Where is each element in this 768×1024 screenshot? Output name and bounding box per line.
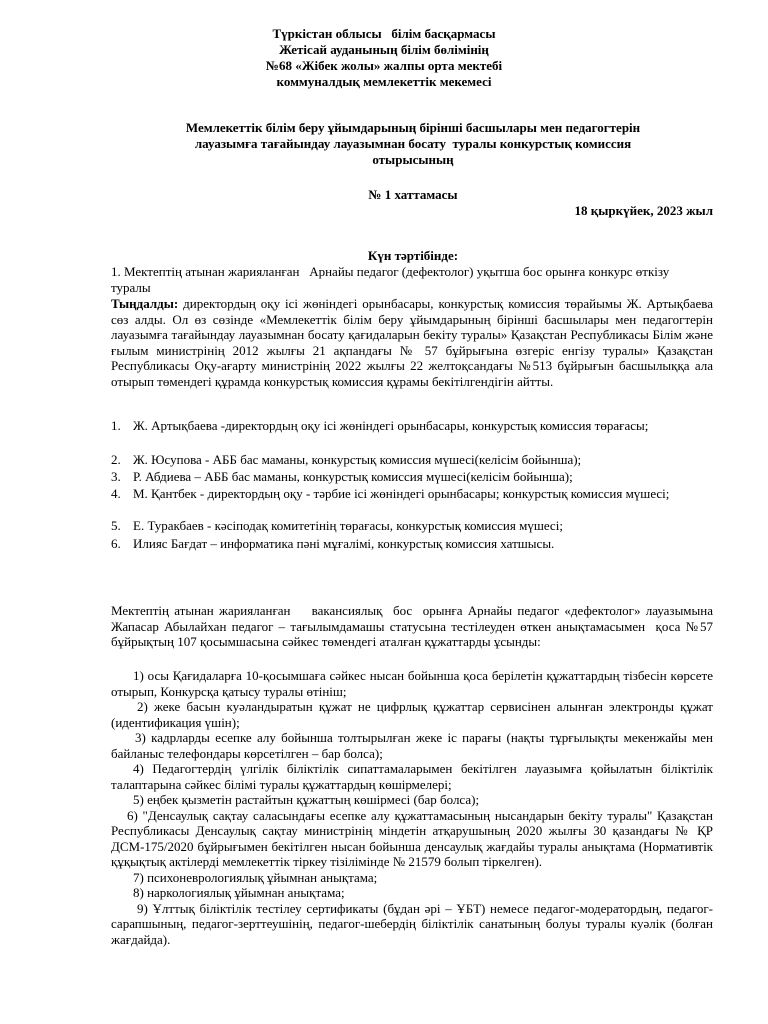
member-number: 2. [111, 452, 121, 467]
listened-text: директордың оқу ісі жөніндегі орынбасары, конкурстық комиссия төрайымы Ж. Артықбаева сөз алды. Ол өз сөзінде «Мемлекеттік білім беру ұйымдарының бірінші басшылары мен педагогтерін лауазымға тағайындау лауазымнан босату қағидаларын бекіту туралы» Қазақстан Республикасы Білім және ғылым министрінің 2012 жылғы 21 ақпандағы № 57 бұйрығына өзгеріс енгізу туралы» Қазақстан Республикасы Оқу-ағарту министрінің 2022 жылғы 22 желтоқсандағы №513 бұйрығын басшылыққа ала отырып төмендегі құрамда конкурстық комиссия құрамы бекітілгендігін айтты. [111, 296, 713, 389]
member-text: Р. Абдиева – АББ бас маманы, конкурстық комиссия мүшесі(келісім бойынша); [133, 469, 573, 484]
member-text: Ж. Артықбаева -директордың оқу ісі жөніндегі орынбасары, конкурстық комиссия төрағасы; [133, 418, 649, 433]
title-line: отырысының [372, 152, 454, 167]
document-item: 8) наркологиялық ұйымнан анықтама; [133, 885, 345, 900]
document-item: 7) психоневрологиялық ұйымнан анықтама; [133, 869, 378, 885]
documents-list [111, 668, 713, 947]
document-item: 1) осы Қағидаларға 10-қосымшаға сәйкес нысан бойынша қоса берілетін құжаттардың тізбесін көрсете отырып, Конкурсқа қатысу туралы өтініш; [111, 668, 713, 699]
document-item: 9) Ұлттық біліктілік тестілеу сертификаты (бұдан әрі – ҰБТ) немесе педагог-модератордың, педагог-сарапшының, педагог-зерттеушінің, педагог-шебердің біліктілік санатының болуы туралы куәлік (болған жағдайда). [111, 900, 713, 947]
document-item: 6) "Денсаулық сақтау саласындағы есепке алу құжаттамасының нысандарын бекіту туралы" Қазақстан Республикасы Денсаулық сақтау министрінің міндетін атқарушының 2020 жылғы 30 қазандағы № ҚР ДСМ-175/2020 бұйрығымен бекітілген нысан бойынша денсаулық жағдайы туралы анықтама (Нормативтік құқықтық актілерді мемлекеттік тіркеу тізілімінде № 21579 болып тіркелген). [111, 807, 713, 869]
protocol-date: 18 қыркүйек, 2023 жыл [574, 203, 713, 218]
org-header-line: коммуналдық мемлекеттік мекемесі [276, 74, 492, 89]
org-header-line: №68 «Жібек жолы» жалпы орта мектебі [265, 58, 503, 73]
document-title [110, 120, 716, 168]
member-number: 1. [111, 418, 121, 433]
listened-paragraph [111, 296, 713, 389]
org-header-line: Жетісай ауданының білім бөлімінің [279, 42, 489, 57]
intro-paragraph: Мектептің атынан жарияланған вакансиялық бос орынға Арнайы педагог «дефектолог» лауазымына Жапасар Абылайхан педагог – тағылымдамашы статусына тестілеуден өткен анықтамасымен қоса №57 бұйрықтың 107 қосымшасына сәйкес төмендегі аталған құжаттарды ұсынды: [111, 603, 717, 649]
agenda-item: 1. Мектептің атынан жарияланған Арнайы педагог (дефектолог) уқытша бос орынға конкурс өткізу туралы [111, 264, 673, 295]
document-item: 5) еңбек қызметін растайтын құжаттың көшірмесі (бар болса); [133, 792, 480, 807]
title-line: Мемлекеттік білім беру ұйымдарының бірінші басшылары мен педагогтерін [185, 120, 641, 135]
document-item: 3) кадрларды есепке алу бойынша толтырылған жеке іс парағы (нақты тұрғылықты мекенжайы мен байланыс телефондары көрсетілген – бар болса); [111, 730, 713, 761]
member-text: Илияс Бағдат – информатика пәні мұғалімі, конкурстық комиссия хатшысы. [133, 536, 555, 551]
member-number: 4. [111, 486, 121, 501]
member-number: 5. [111, 518, 121, 533]
agenda-heading: Күн тәртібінде: [367, 248, 459, 263]
listened-label: Тыңдалды: [111, 296, 179, 311]
member-text: Е. Туракбаев - кәсіподақ комитетінің төрағасы, конкурстық комиссия мүшесі; [133, 518, 563, 533]
member-text: Ж. Юсупова - АББ бас маманы, конкурстық комиссия мүшесі(келісім бойынша); [133, 452, 582, 467]
member-number: 3. [111, 469, 121, 484]
protocol-number: № 1 хаттамасы [368, 187, 458, 202]
document-item: 4) Педагогтердің үлгілік біліктілік сипаттамаларымен бекітілген лауазымға қойылатын біліктілік талаптарына сәйкес білімі туралы құжаттардың көшірмелері; [111, 761, 713, 792]
title-line: лауазымға тағайындау лауазымнан босату туралы конкурстық комиссия [194, 136, 632, 151]
member-number: 6. [111, 536, 121, 551]
member-text: М. Қантбек - директордың оқу - тәрбие ісі жөніндегі орынбасары; конкурстық комиссия мүшесі; [133, 486, 670, 501]
org-header [110, 26, 658, 90]
org-header-line: Түркістан облысы білім басқармасы [272, 26, 496, 41]
document-item: 2) жеке басын куәландыратын құжат не цифрлық құжаттар сервисінен алынған электронды құжат (идентификация үшін); [111, 699, 713, 730]
